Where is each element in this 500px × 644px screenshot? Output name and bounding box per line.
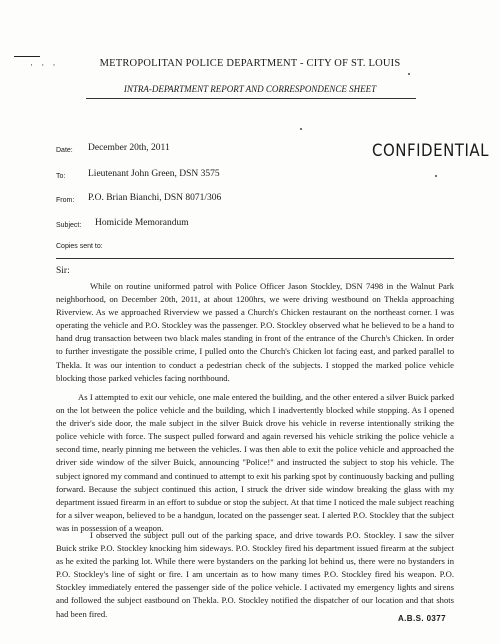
paragraph-1: While on routine uniformed patrol with Police Officer Jason Stockley, DSN 7498 in the Walnut Park neighborhood, on December 20th, 2011, at about 1200hrs, we were driving westbound on Thekla approaching Riverview. As we approached Riverview we passed a Church's Chicken restaurant on the northeast corner. I was operating the vehicle and P.O. Stockley was the passenger. P.O. Stockley observed what he believed to be a hand to hand drug transaction between two black males standing in front of the entrance of the Church's Chicken. In order to further investigate the possible crime, I pulled onto the Church's Chicken lot facing east, and parked parallel to Thekla. It was our intention to conduct a pedestrian check of the subjects. I stopped the marked police vehicle blocking those parked vehicles facing northbound. (56, 281, 454, 383)
confidential-stamp: CONFIDENTIAL (372, 140, 490, 161)
date-label: Date: (56, 147, 73, 154)
scan-speck (408, 73, 410, 75)
sheet-subtitle: INTRA-DEPARTMENT REPORT AND CORRESPONDENCE SHEET (123, 84, 377, 94)
margin-dots: · · · (30, 60, 59, 70)
paragraph-3: I observed the subject pull out of the parking space, and drive towards P.O. Stockley. I saw the silver Buick strike P.O. Stockley knocking him sideways. P.O. Stockley fired his department issued firearm at the subject as he exited the parking lot. While there were bystanders on the parking lot behind us, there were no bystanders in P.O. Stockley's line of sight or fire. I am uncertain as to how many times P.O. Stockley fired his weapon. P.O. Stockley immediately entered the passenger side of the police vehicle. I activated my emergency lights and sirens and followed the subject eastbound on Thekla. P.O. Stockley notified the dispatcher of our location and that shots had been fired. (56, 530, 454, 619)
header-rule (86, 98, 416, 99)
to-value: Lieutenant John Green, DSN 3575 (88, 169, 220, 179)
date-value: December 20th, 2011 (88, 143, 170, 153)
document-id: A.B.S. 0377 (398, 614, 446, 623)
from-label: From: (56, 197, 75, 204)
paragraph-2: As I attempted to exit our vehicle, one male entered the building, and the other entered a silver Buick parked on the lot between the police vehicle and the building, which I inadvertently blocked while stopping. As I opened the driver's side door, the male subject in the silver Buick drove his vehicle in reverse intentionally striking the police vehicle with force. The suspect pulled forward and again reversed his vehicle striking the police vehicle a second time, nearly pinning me between the vehicles. I was then able to exit the police vehicle and approached the driver side window of the silver Buick, announcing "Police!" and instructed the subject to stop his vehicle. The subject ignored my command and continued to attempt to exit his parking spot by continuously backing and pulling forward. Because the subject continued this action, I struck the driver side window breaking the glass with my department issued firearm in an effort to subdue or stop the subject. At that time I noticed the male subject reaching for a silver weapon, believed to be a handgun, located on the passenger seat. I alerted P.O. Stockley that the subject was in possession of a weapon. (56, 392, 454, 533)
margin-mark (14, 56, 40, 57)
copies-label: Copies sent to: (56, 243, 103, 250)
scan-speck (300, 128, 302, 130)
subject-label: Subject: (56, 222, 82, 229)
fields-rule (56, 258, 454, 259)
salutation: Sir: (56, 266, 70, 276)
department-title: METROPOLITAN POLICE DEPARTMENT - CITY OF ST. LOUIS (99, 58, 401, 69)
scan-speck (435, 175, 437, 177)
subject-value: Homicide Memorandum (95, 218, 189, 228)
to-label: To: (56, 173, 66, 180)
from-value: P.O. Brian Bianchi, DSN 8071/306 (88, 193, 222, 203)
